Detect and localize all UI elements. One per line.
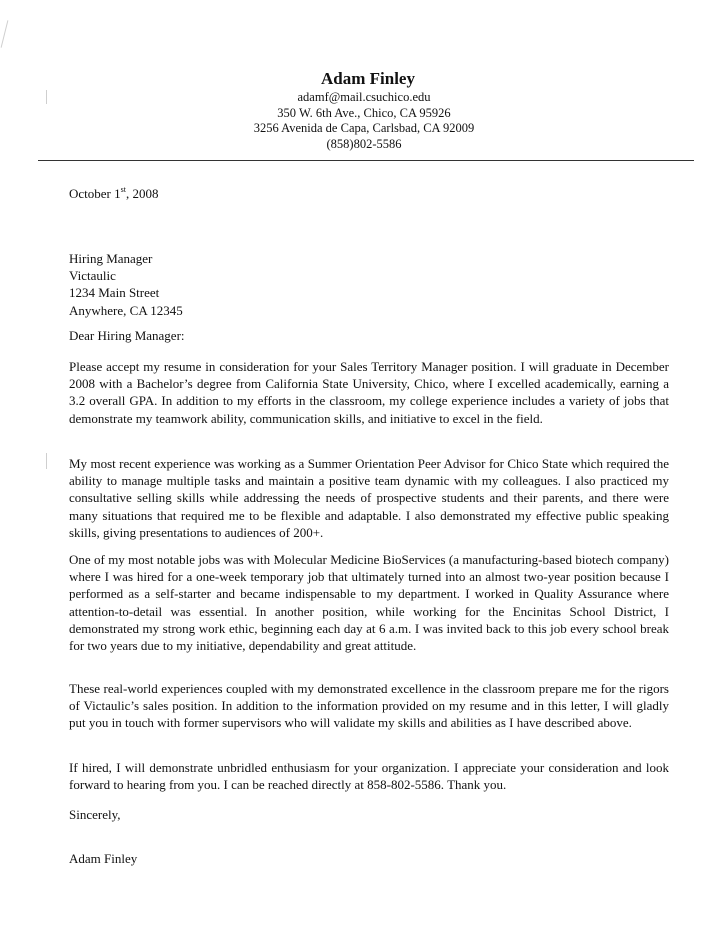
recipient-block bbox=[69, 250, 669, 319]
recipient-line-3: 1234 Main Street bbox=[69, 285, 160, 301]
body-paragraph-3: One of my most notable jobs was with Molecular Medicine BioServices (a manufacturing-based biotech company) where I was hired for a one-week temporary job that ultimately turned into an almost two-year position because I performed as a self-starter and became indispensable to my department. I worked in Quality Assurance where attention-to-detail was essential. In another position, while working for the Encinitas School District, I demonstrated my strong work ethic, beginning each day at 6 a.m. I was invited back to this job every school break for two years due to my initiative, dependability and great attitude. bbox=[69, 552, 669, 654]
closing: Sincerely, bbox=[69, 807, 121, 822]
date-year: , 2008 bbox=[125, 186, 159, 201]
recipient-line-2: Victaulic bbox=[69, 268, 116, 284]
scan-mark-top-left bbox=[1, 20, 9, 47]
body-paragraph-5: If hired, I will demonstrate unbridled enthusiasm for your organization. I appreciate your consideration and look forward to hearing from you. I can be reached directly at 858-802-5586. Thank you. bbox=[69, 760, 669, 793]
scan-mark-left-2 bbox=[46, 453, 47, 469]
sender-name: Adam Finley bbox=[321, 69, 415, 88]
sender-email: adamf@mail.csuchico.edu bbox=[297, 90, 431, 104]
recipient-line-1: Hiring Manager bbox=[69, 251, 153, 266]
sender-phone: (858)802-5586 bbox=[326, 136, 402, 151]
date-prefix: October 1 bbox=[69, 186, 121, 201]
recipient-line-4: Anywhere, CA 12345 bbox=[69, 302, 183, 318]
date-ordinal: st bbox=[120, 185, 126, 194]
letterhead bbox=[0, 68, 728, 152]
sender-address-1: 350 W. 6th Ave., Chico, CA 95926 bbox=[277, 105, 451, 120]
body-paragraph-4: These real-world experiences coupled with my demonstrated excellence in the classroom prepare me for the rigors of Victaulic’s sales position. In addition to the information provided on my resume and in this letter, I will gladly put you in touch with former supervisors who will validate my skills and abilities as I have described above. bbox=[69, 681, 669, 731]
header-divider bbox=[38, 160, 694, 161]
body-paragraph-2: My most recent experience was working as a Summer Orientation Peer Advisor for Chico State which required the ability to manage multiple tasks and maintain a positive team dynamic with my colleagues. I also practiced my consultative selling skills while addressing the needs of prospective students and their parents, and there were many situations that required me to be flexible and adaptable. I also demonstrated my effective public speaking skills, giving presentations to audiences of 200+. bbox=[69, 456, 669, 540]
body-paragraph-1: Please accept my resume in consideration for your Sales Territory Manager position. I will graduate in December 2008 with a Bachelor’s degree from California State University, Chico, where I excelled academically, earning a 3.2 overall GPA. In addition to my efforts in the classroom, my college experience includes a variety of jobs that demonstrate my teamwork ability, communication skills, and initiative to excel in the field. bbox=[69, 359, 669, 426]
signature-name: Adam Finley bbox=[69, 851, 138, 866]
salutation: Dear Hiring Manager: bbox=[69, 328, 185, 343]
letter-date bbox=[69, 185, 669, 202]
sender-address-2: 3256 Avenida de Capa, Carlsbad, CA 92009 bbox=[253, 121, 475, 135]
